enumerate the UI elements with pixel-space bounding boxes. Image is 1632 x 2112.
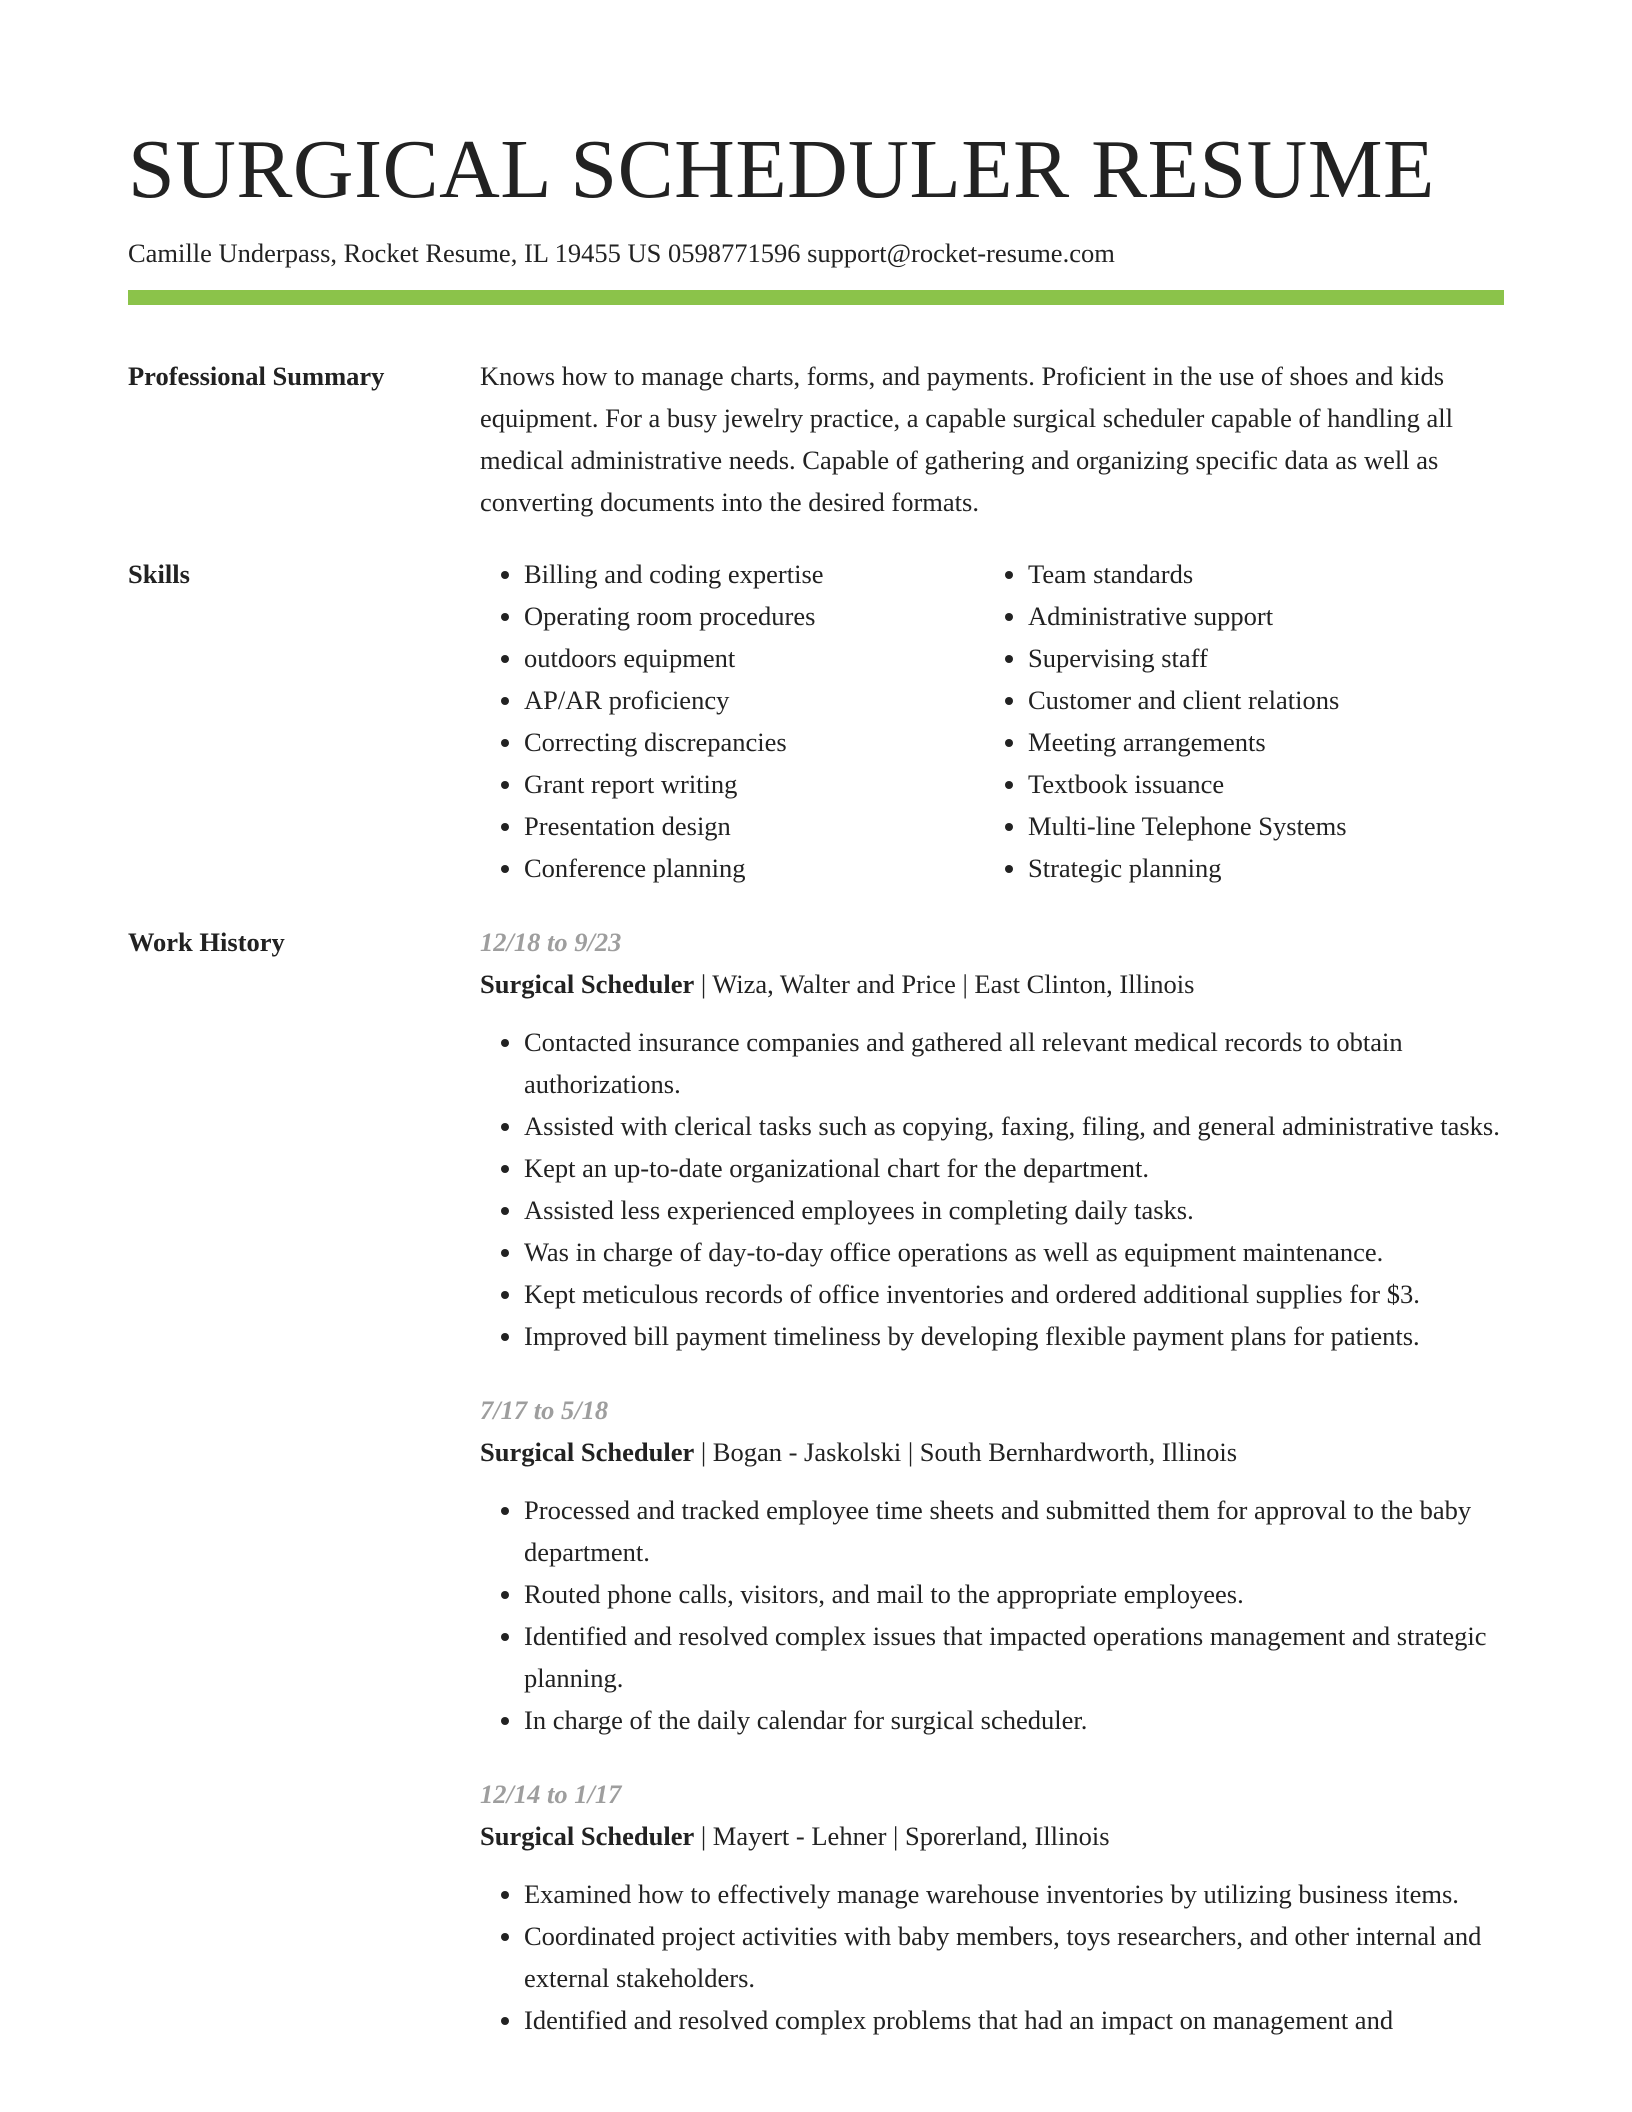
section-label-work-history: Work History (128, 927, 285, 957)
job-bullet: • Identified and resolved complex problems that had an impact on management and (524, 1999, 1504, 2041)
job-bullet: • Assisted less experienced employees in completing daily tasks. (524, 1189, 1504, 1231)
job-bullet: • Was in charge of day-to-day office operations as well as equipment maintenance. (524, 1231, 1504, 1273)
job-bullet: • Routed phone calls, visitors, and mail to the appropriate employees. (524, 1573, 1504, 1615)
summary-text: Knows how to manage charts, forms, and payments. Proficient in the use of shoes and kids equipment. For a busy jewelry practice, a capable surgical scheduler capable of handling all medical administrative needs. Capable of gathering and organizing specific data as well as converting documents into the desired formats. (480, 361, 1454, 517)
job-employer-location: | Mayert - Lehner | Sporerland, Illinois (694, 1821, 1110, 1851)
skill-item: • Correcting discrepancies (524, 721, 984, 763)
skill-item: • Textbook issuance (1028, 763, 1488, 805)
job-entry (480, 921, 1504, 1357)
skill-item: • Meeting arrangements (1028, 721, 1488, 763)
job-bullet-list (480, 1021, 1504, 1357)
job-heading (480, 1431, 1504, 1473)
job-dates: 12/14 to 1/17 (480, 1779, 622, 1809)
job-bullet: • Processed and tracked employee time sheets and submitted them for approval to the baby department. (524, 1489, 1504, 1573)
job-bullet: • Examined how to effectively manage warehouse inventories by utilizing business items. (524, 1873, 1504, 1915)
job-bullet: • Kept an up-to-date organizational chart for the department. (524, 1147, 1504, 1189)
section-label-skills: Skills (128, 559, 190, 589)
work-history-section (128, 921, 1504, 2041)
skill-item: • Strategic planning (1028, 847, 1488, 889)
job-employer-location: | Wiza, Walter and Price | East Clinton, Illinois (694, 969, 1195, 999)
skill-item: • outdoors equipment (524, 637, 984, 679)
skill-item: • Customer and client relations (1028, 679, 1488, 721)
skill-item: • Grant report writing (524, 763, 984, 805)
job-bullet: • In charge of the daily calendar for surgical scheduler. (524, 1699, 1504, 1741)
skills-list-left (480, 553, 984, 889)
skill-item: • Supervising staff (1028, 637, 1488, 679)
job-bullet: • Improved bill payment timeliness by developing flexible payment plans for patients. (524, 1315, 1504, 1357)
job-bullet: • Kept meticulous records of office inventories and ordered additional supplies for $3. (524, 1273, 1504, 1315)
skills-list-right (984, 553, 1488, 889)
work-history-body (480, 921, 1504, 2041)
contact-line: Camille Underpass, Rocket Resume, IL 19455 US 0598771596 support@rocket-resume.com (128, 238, 1115, 268)
skills-body (480, 553, 1504, 889)
skill-item: • Multi-line Telephone Systems (1028, 805, 1488, 847)
skill-item: • Team standards (1028, 553, 1488, 595)
job-dates: 12/18 to 9/23 (480, 927, 622, 957)
summary-body (480, 355, 1504, 523)
job-bullet-list (480, 1489, 1504, 1741)
skill-item: • Billing and coding expertise (524, 553, 984, 595)
skill-item: • AP/AR proficiency (524, 679, 984, 721)
accent-divider (128, 290, 1504, 305)
skill-item: • Presentation design (524, 805, 984, 847)
job-heading (480, 963, 1504, 1005)
skill-item: • Administrative support (1028, 595, 1488, 637)
job-entry (480, 1773, 1504, 2041)
job-title: Surgical Scheduler (480, 1437, 695, 1467)
resume-page (128, 0, 1504, 2041)
professional-summary-section (128, 355, 1504, 523)
resume-title: SURGICAL SCHEDULER RESUME (128, 123, 1435, 216)
skills-section (128, 553, 1504, 889)
job-heading (480, 1815, 1504, 1857)
skill-item: • Operating room procedures (524, 595, 984, 637)
job-title: Surgical Scheduler (480, 1821, 695, 1851)
job-title: Surgical Scheduler (480, 969, 695, 999)
job-bullet-list (480, 1873, 1504, 2041)
job-employer-location: | Bogan - Jaskolski | South Bernhardworth, Illinois (694, 1437, 1238, 1467)
job-bullet: • Contacted insurance companies and gathered all relevant medical records to obtain authorizations. (524, 1021, 1504, 1105)
job-dates: 7/17 to 5/18 (480, 1395, 609, 1425)
job-bullet: • Identified and resolved complex issues that impacted operations management and strategic planning. (524, 1615, 1504, 1699)
skill-item: • Conference planning (524, 847, 984, 889)
job-bullet: • Coordinated project activities with baby members, toys researchers, and other internal and external stakeholders. (524, 1915, 1504, 1999)
job-entry (480, 1389, 1504, 1741)
section-label-summary: Professional Summary (128, 361, 385, 391)
job-bullet: • Assisted with clerical tasks such as copying, faxing, filing, and general administrative tasks. (524, 1105, 1504, 1147)
skills-columns (480, 553, 1504, 889)
